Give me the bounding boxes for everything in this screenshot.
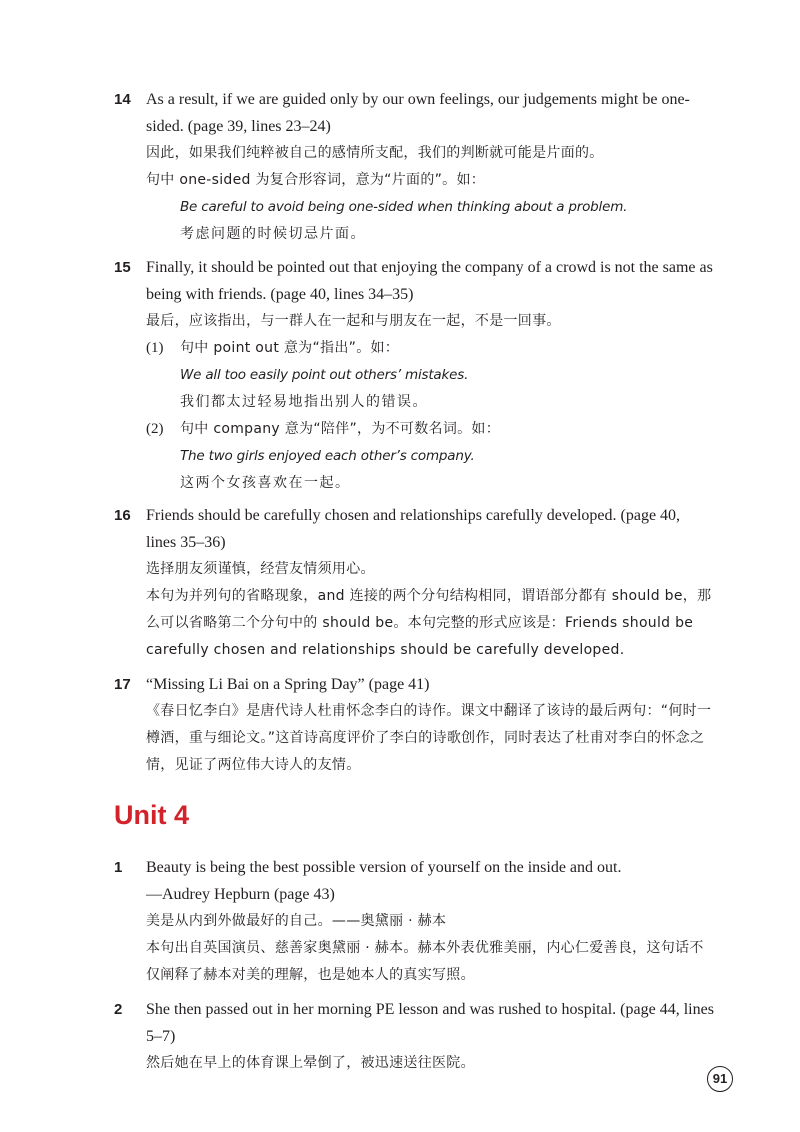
example-sentence: Be careful to avoid being one-sided when thinking about a problem. bbox=[180, 199, 628, 215]
sub-note-2 bbox=[146, 416, 714, 497]
unit-note-2 bbox=[114, 996, 714, 1077]
note-number: 16 bbox=[114, 507, 131, 524]
quote-attribution: —Audrey Hepburn (page 43) bbox=[146, 886, 335, 903]
note-explanation: 句中 one-sided 为复合形容词，意为“片面的”。如： bbox=[146, 172, 486, 188]
note-number: 15 bbox=[114, 259, 131, 276]
note-explanation: 《春日忆李白》是唐代诗人杜甫怀念李白的诗作。课文中翻译了该诗的最后两句：“何时一樽酒，重与细论文。”这首诗高度评价了李白的诗歌创作，同时表达了杜甫对李白的怀念之情，见证了两位伟大诗人的友情。 bbox=[146, 703, 712, 773]
page-number: 91 bbox=[707, 1066, 733, 1092]
note-15 bbox=[114, 254, 714, 497]
note-translation: 选择朋友须谨慎，经营友情须用心。 bbox=[146, 561, 375, 577]
note-sentence: Finally, it should be pointed out that enjoying the company of a crowd is not the same as being with friends. (page 40, lines 34–35) bbox=[146, 259, 713, 303]
note-translation: 最后，应该指出，与一群人在一起和与朋友在一起，不是一回事。 bbox=[146, 313, 561, 329]
note-sentence: Beauty is being the best possible version of yourself on the inside and out. bbox=[146, 859, 622, 876]
note-sentence: As a result, if we are guided only by our own feelings, our judgements might be one-sided. (page 39, lines 23–24) bbox=[146, 91, 690, 135]
unit-note-1 bbox=[114, 854, 714, 989]
note-translation: 美是从内到外做最好的自己。——奥黛丽 · 赫本 bbox=[146, 913, 447, 929]
note-number: 17 bbox=[114, 676, 131, 693]
example-sentence: The two girls enjoyed each other’s company. bbox=[180, 448, 475, 464]
note-14 bbox=[114, 86, 714, 248]
note-number: 14 bbox=[114, 91, 131, 108]
sub-note-label: (2) bbox=[146, 421, 164, 437]
note-sentence: Friends should be carefully chosen and relationships carefully developed. (page 40, lines 35–36) bbox=[146, 507, 681, 551]
note-number: 2 bbox=[114, 1001, 123, 1018]
note-explanation: 本句为并列句的省略现象，and 连接的两个分句结构相同，谓语部分都有 should be，那么可以省略第二个分句中的 should be。本句完整的形式应该是：Friends should be carefully chosen and relationships should be carefully developed. bbox=[146, 588, 712, 658]
note-translation: 因此，如果我们纯粹被自己的感情所支配，我们的判断就可能是片面的。 bbox=[146, 145, 604, 161]
unit-title: Unit 4 bbox=[114, 800, 190, 830]
example-translation: 我们都太过轻易地指出别人的错误。 bbox=[180, 394, 428, 410]
sub-note-1 bbox=[146, 335, 714, 416]
note-sentence: “Missing Li Bai on a Spring Day” (page 41) bbox=[146, 676, 430, 693]
sub-note-label: (1) bbox=[146, 340, 164, 356]
note-number: 1 bbox=[114, 859, 123, 876]
note-17 bbox=[114, 671, 714, 779]
sub-note-explanation: 句中 point out 意为“指出”。如： bbox=[180, 340, 400, 356]
note-16 bbox=[114, 502, 714, 664]
example-translation: 这两个女孩喜欢在一起。 bbox=[180, 475, 351, 491]
example-sentence: We all too easily point out others’ mistakes. bbox=[180, 367, 469, 383]
note-translation: 然后她在早上的体育课上晕倒了，被迅速送往医院。 bbox=[146, 1055, 475, 1071]
note-sentence: She then passed out in her morning PE lesson and was rushed to hospital. (page 44, lines 5–7) bbox=[146, 1001, 714, 1045]
sub-note-explanation: 句中 company 意为“陪伴”，为不可数名词。如： bbox=[180, 421, 501, 437]
note-explanation: 本句出自英国演员、慈善家奥黛丽 · 赫本。赫本外表优雅美丽，内心仁爱善良，这句话不仅阐释了赫本对美的理解，也是她本人的真实写照。 bbox=[146, 940, 704, 983]
example-translation: 考虑问题的时候切忌片面。 bbox=[180, 226, 366, 242]
